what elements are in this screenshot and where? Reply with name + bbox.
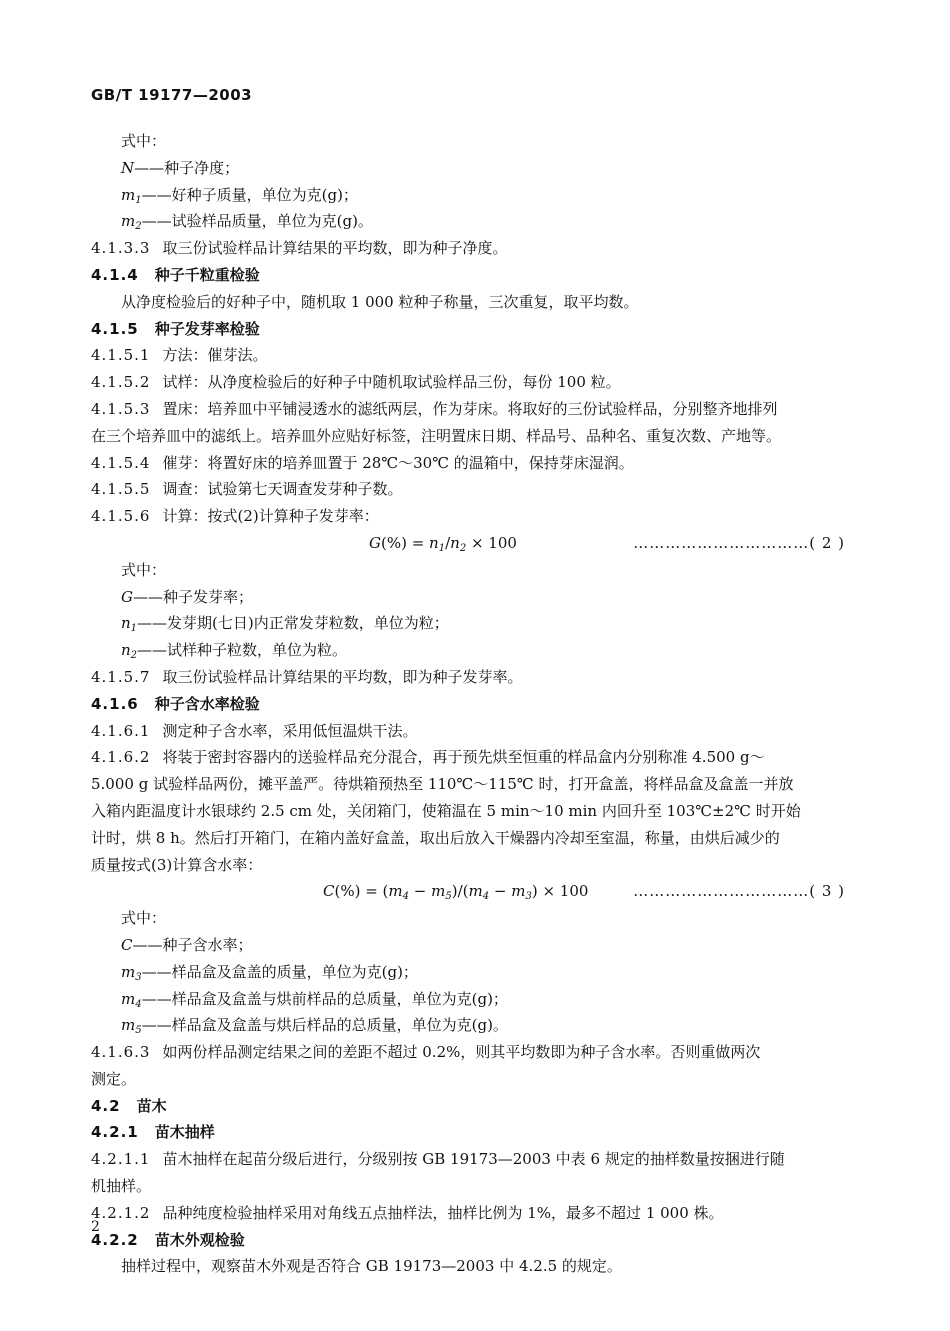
clause-4-1-6-2-cont-4: 质量按式(3)计算含水率： (91, 855, 263, 874)
definition-n2: $n_2——$试样种子粒数，单位为粒。 (121, 641, 348, 662)
clause-4-1-5-4: 4.1.5.4 催芽：将置好床的培养皿置于 28℃～30℃ 的温箱中，保持芽床湿润。 (91, 453, 634, 472)
standard-code-header: GB/T 19177—2003 (91, 86, 253, 104)
clause-4-2-1-1: 4.2.1.1 苗木抽样在起苗分级后进行，分级别按 GB 19173—2003 中表 6 规定的抽样数量按捆进行随 (91, 1150, 785, 1169)
clause-4-1-6-2-cont-3: 计时，烘 8 h。然后打开箱门，在箱内盖好盒盖，取出后放入干燥器内冷却至室温，称量，由烘后减少的 (91, 828, 780, 847)
clause-4-1-6-2-cont-2: 入箱内距温度计水银球约 2.5 cm 处，关闭箱门，使箱温在 5 min～10 min 内回升至 103℃±2℃ 时开始 (91, 801, 801, 820)
heading-4-2-1: 4.2.1 苗木抽样 (91, 1123, 215, 1142)
heading-4-2: 4.2 苗木 (91, 1096, 167, 1115)
clause-4-1-5-6: 4.1.5.6 计算：按式(2)计算种子发芽率： (91, 507, 379, 526)
heading-4-1-4: 4.1.4 种子千粒重检验 (91, 265, 260, 284)
definition-n1: $n_1——$发芽期(七日)内正常发芽粒数，单位为粒； (121, 614, 449, 635)
formula-3 (91, 878, 851, 905)
definition-m2: $m_2——$试验样品质量，单位为克(g)。 (121, 212, 373, 233)
clause-4-1-5-5: 4.1.5.5 调查：试验第七天调查发芽种子数。 (91, 480, 403, 499)
clause-4-2-1-1-cont: 机抽样。 (91, 1177, 152, 1196)
clause-4-1-3-3: 4.1.3.3 取三份试验样品计算结果的平均数，即为种子净度。 (91, 239, 508, 258)
definition-c: C——种子含水率； (121, 935, 253, 954)
paragraph-thousand-seed: 从净度检验后的好种子中，随机取 1 000 粒种子称量，三次重复，取平均数。 (121, 292, 639, 311)
clause-4-1-5-3-cont: 在三个培养皿中的滤纸上。培养皿外应贴好标签，注明置床日期、样品号、品种名、重复次数、产地等。 (91, 426, 782, 445)
clause-4-1-5-2: 4.1.5.2 试样：从净度检验后的好种子中随机取试验样品三份，每份 100 粒。 (91, 373, 621, 392)
clause-4-1-6-2: 4.1.6.2 将装于密封容器内的送验样品充分混合，再于预先烘至恒重的样品盒内分别称准 4.500 g～ (91, 748, 765, 767)
clause-4-1-5-3: 4.1.5.3 置床：培养皿中平铺浸透水的滤纸两层，作为芽床。将取好的三份试验样品，分别整齐地排列 (91, 399, 778, 418)
clause-4-2-1-2: 4.2.1.2 品种纯度检验抽样采用对角线五点抽样法，抽样比例为 1%，最多不超过 1 000 株。 (91, 1203, 724, 1222)
clause-4-1-6-3-cont: 测定。 (91, 1069, 137, 1088)
definition-g: G——种子发芽率； (121, 587, 253, 606)
paragraph-appearance-check: 抽样过程中，观察苗木外观是否符合 GB 19173—2003 中 4.2.5 的规定。 (121, 1257, 622, 1276)
page-number: 2 (91, 1219, 100, 1235)
clause-4-1-5-1: 4.1.5.1 方法：催芽法。 (91, 346, 268, 365)
formula-2-number: ……………………………( 2 ) (633, 533, 845, 552)
where-label-2: 式中： (121, 560, 167, 579)
formula-3-expression: $C(\%) = (m_4 - m_5)/(m_4 - m_3) \times 100$ (323, 882, 589, 903)
clause-4-1-6-1: 4.1.6.1 测定种子含水率，采用低恒温烘干法。 (91, 721, 418, 740)
heading-4-1-5: 4.1.5 种子发芽率检验 (91, 319, 260, 338)
heading-4-1-6: 4.1.6 种子含水率检验 (91, 694, 260, 713)
definition-m3: $m_3——$样品盒及盒盖的质量，单位为克(g)； (121, 962, 418, 983)
formula-3-number: ……………………………( 3 ) (633, 882, 845, 901)
definition-m5: $m_5——$样品盒及盒盖与烘后样品的总质量，单位为克(g)。 (121, 1016, 508, 1037)
formula-2-expression: $G(\%) = n_1/n_2 \times 100$ (369, 533, 517, 554)
definition-m4: $m_4——$样品盒及盒盖与烘前样品的总质量，单位为克(g)； (121, 989, 508, 1010)
definition-n: N——种子净度； (121, 158, 240, 177)
formula-2 (91, 530, 851, 557)
clause-4-1-6-2-cont-1: 5.000 g 试验样品两份，摊平盖严。待烘箱预热至 110℃～115℃ 时，打开盒盖，将样品盒及盒盖一并放 (91, 775, 794, 794)
where-label: 式中： (121, 132, 167, 150)
definition-m1: $m_1——$好种子质量，单位为克(g)； (121, 185, 358, 206)
document-body (91, 128, 851, 1280)
clause-4-1-6-3: 4.1.6.3 如两份样品测定结果之间的差距不超过 0.2%，则其平均数即为种子含水率。否则重做两次 (91, 1043, 761, 1062)
clause-4-1-5-7: 4.1.5.7 取三份试验样品计算结果的平均数，即为种子发芽率。 (91, 667, 523, 686)
where-label-3: 式中： (121, 909, 167, 928)
heading-4-2-2: 4.2.2 苗木外观检验 (91, 1230, 245, 1249)
